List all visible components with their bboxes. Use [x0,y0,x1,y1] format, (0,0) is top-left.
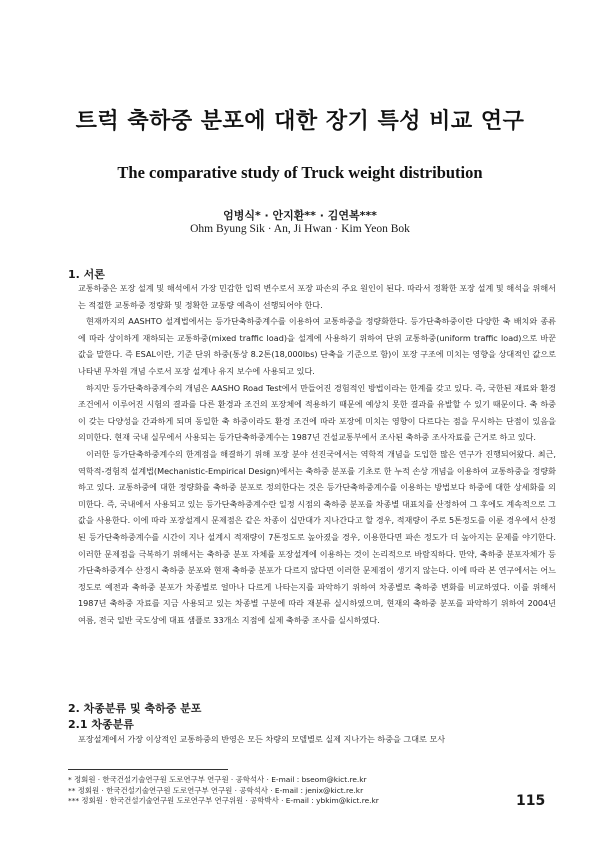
paragraph: 교통하중은 포장 설계 및 해석에서 가장 민감한 입력 변수로서 포장 파손의 주요 원인이 된다. 따라서 정확한 포장 설계 및 해석을 위해서는 적절한 교통하중 정량화 및 정확한 교통량 예측이 선행되어야 한다. [78,283,556,310]
paragraph: 포장설계에서 가장 이상적인 교통하중의 반영은 모든 차량의 모델별로 실제 지나가는 하중을 그대로 모사 [78,734,446,744]
paragraph: 이러한 등가단축하중계수의 한계점을 해결하기 위해 포장 분야 선진국에서는 역학적 개념을 도입한 많은 연구가 진행되어왔다. 최근, 역학적-경험적 설계법(Mechanistic-Empirical Design)에서는 축하중 분포를 기초로 한 누적 손상 개념을 이용하여 교통하중을 정량화하고 있다. 교통하중에 대한 정량화를 축하중 분포로 정의한다는 것은 등가단축하중계수를 이용하는 방법보다 하중에 대한 상세화를 의미한다. 즉, 국내에서 사용되고 있는 등가단축하중계수란 일정 시점의 축하중 분포를 차종별 대표치를 산정하여 그 후에도 계속적으로 그 값을 사용한다. 이에 따라 포장설계시 문제점은 같은 차종이 십만대가 지나간다고 할 경우, 적재량이 주로 5톤정도를 이룬 경우에서 산정된 등가단축하중계수를 시간이 지나 설계시 적재량이 7톤정도로 높아졌을 경우, 이용한다면 파손 정도가 더 높아지는 문제를 야기한다. 이러한 문제점을 극복하기 위해서는 축하중 분포 자체를 포장설계에 이용하는 것이 논리적으로 바람직하다. 만약, 축하중 분포자체가 등가단축하중계수 산정시 축하중 분포와 현재 축하중 분포가 다르지 않다면 이러한 문제점이 생기지 않는다. 이에 따라 본 연구에서는 어느 정도로 예전과 축하중 분포가 차종별로 얼마나 다르게 나타는지를 파악하기 위하여 차종별로 축하중 변화를 비교하였다. 이를 위해서 1987년 축하중 자료를 지금 사용되고 있는 차종별 구분에 따라 재분류 실시하였으며, 현재의 축하중 분포를 파악하기 위하여 2004년 여름, 전국 일반 국도상에 대표 샘플로 33개소 지점에 실제 축하중 조사를 실시하였다. [78,448,556,625]
footnote: ** 정회원 · 한국건설기술연구원 도로연구부 연구원 · 공학석사 · E-mail : jenix@kict.re.kr [68,785,364,795]
page-number: 115 [516,793,546,809]
paper-title-korean: 트럭 축하중 분포에 대한 장기 특성 비교 연구 [75,109,525,134]
paper-title-english: The comparative study of Truck weight distribution [117,163,483,182]
footnote-divider [68,769,228,770]
paragraph: 현재까지의 AASHTO 설계법에서는 등가단축하중계수를 이용하여 교통하중을 정량화한다. 등가단축하중이란 다양한 축 배치와 종류에 따라 상이하게 재하되는 교통하중(mixed traffic load)을 설계에 사용하기 위하여 단위 교통하중(uniform traffic load)으로 바꾼 값을 말한다. 즉 ESAL이란, 기준 단위 하중(통상 8.2톤(18,000lbs) 단축을 기준으로 함)이 포장 구조에 미치는 영향을 상대적인 값으로 나타낸 무차원 개념 수로서 포장 설계나 유지 보수에 사용되고 있다. [78,316,556,376]
section-heading-introduction: 1. 서론 [68,268,105,281]
paragraph: 하지만 등가단축하중계수의 개념은 AASHO Road Test에서 만들어진 경험적인 방법이라는 한계를 갖고 있다. 즉, 국한된 재료와 환경조건에서 이루어진 시험의 결과를 다른 환경과 조건의 포장체에 적용하기 때문에 예상치 못한 결과를 유발할 수 있기 때문이다. 축 하중이 갖는 다양성을 간과하게 되며 동일한 축 하중이라도 환경 조건에 따라 포장에 미치는 영향이 다르다는 점을 무시하는 단점이 있음을 의미한다. 현재 국내 실무에서 사용되는 등가단축하중계수는 1987년 건설교통부에서 조사된 축하중 조사자료를 근거로 하고 있다. [78,382,556,443]
introduction-body [78,280,556,628]
footnote: * 정회원 · 한국건설기술연구원 도로연구부 연구원 · 공학석사 · E-mail : bseom@kict.re.kr [68,775,367,784]
author-footnotes [68,775,468,807]
subsection-heading-vehicle-classification: 2.1 차종분류 [68,718,134,731]
footnote: *** 정회원 · 한국건설기술연구원 도로연구부 연구위원 · 공학박사 · E-mail : ybkim@kict.re.kr [68,796,379,805]
section-heading-vehicle-classification: 2. 차종분류 및 축하중 분포 [68,702,202,715]
authors-korean: 엄병식* · 안지환** · 김연복*** [223,209,377,222]
vehicle-classification-body [78,731,556,748]
authors-english: Ohm Byung Sik · An, Ji Hwan · Kim Yeon Bok [190,223,410,235]
